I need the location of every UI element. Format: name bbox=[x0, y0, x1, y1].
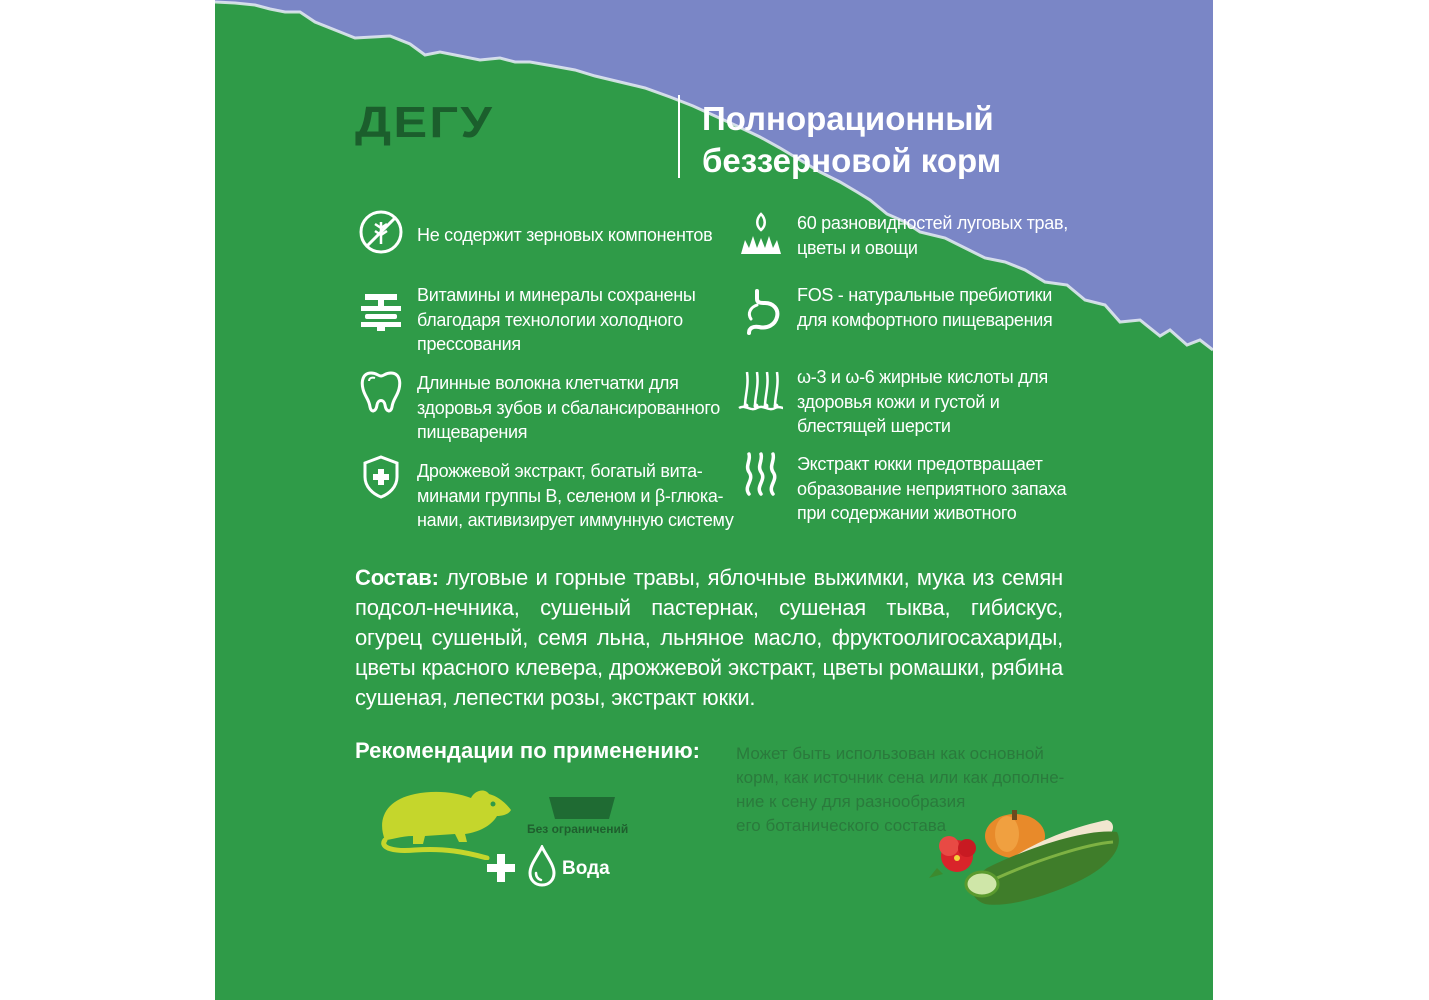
header-divider bbox=[678, 95, 680, 178]
feature-text-line: образование неприятного запаха bbox=[797, 478, 1067, 499]
composition-label: Состав: bbox=[355, 565, 439, 590]
feature-herbs bbox=[797, 211, 1068, 260]
brand-title: ДЕГУ bbox=[355, 98, 495, 147]
feature-fiber bbox=[417, 371, 720, 445]
composition-text bbox=[355, 563, 1063, 713]
feature-no-grain bbox=[417, 223, 712, 248]
feature-text-line: при содержании животного bbox=[797, 503, 1017, 523]
water-drop-icon bbox=[527, 845, 557, 887]
food-bowl-icon bbox=[547, 795, 617, 821]
usage-note-line: ние к сену для разнообразия bbox=[736, 792, 966, 811]
usage-note-line: корм, как источник сена или как дополне- bbox=[736, 768, 1065, 787]
headline-line-1: Полнорационный bbox=[702, 100, 994, 137]
feature-text-line: минами группы В, селеном и β-глюка- bbox=[417, 485, 724, 506]
immune-shield-icon bbox=[357, 453, 405, 501]
product-info-panel bbox=[215, 0, 1213, 1000]
feature-text-line: прессования bbox=[417, 334, 521, 354]
feature-omega bbox=[797, 365, 1048, 439]
odor-icon bbox=[737, 450, 785, 498]
cold-press-icon bbox=[357, 288, 405, 336]
no-grain-icon bbox=[357, 208, 405, 256]
feature-text-line: цветы и овощи bbox=[797, 237, 918, 258]
feature-text-line: 60 разновидностей луговых трав, bbox=[797, 213, 1068, 233]
feature-text-line: Длинные волокна клетчатки для bbox=[417, 373, 679, 393]
plus-icon bbox=[487, 854, 515, 882]
composition-body: луговые и горные травы, яблочные выжимки, мука из семян подсол-нечника, сушеный пастернак, сушеная тыква, гибискус, огурец сушеный, семя льна, льняное масло, фруктоолигосахариды, цветы красного клевера, дрожжевой экстракт, цветы ромашки, рябина сушеная, лепестки розы, экстракт юкки. bbox=[355, 565, 1063, 710]
hair-skin-icon bbox=[737, 366, 785, 414]
feature-text-line: благодаря технологии холодного bbox=[417, 309, 683, 330]
headline-line-2: беззерновой корм bbox=[702, 142, 1002, 179]
meadow-herbs-icon bbox=[737, 210, 785, 258]
feature-text-line: для комфортного пищеварения bbox=[797, 309, 1053, 330]
feature-text-line: нами, активизирует иммунную систему bbox=[417, 510, 734, 530]
feature-text-line: FOS - натуральные пребиотики bbox=[797, 285, 1052, 305]
feature-text-line: Дрожжевой экстракт, богатый вита- bbox=[417, 461, 703, 481]
usage-note-line: его ботанического состава bbox=[736, 816, 947, 835]
feature-text-line: Витамины и минералы сохранены bbox=[417, 285, 696, 305]
feature-text-line: пищеварения bbox=[417, 422, 528, 442]
tooth-icon bbox=[357, 367, 405, 415]
water-label: Вода bbox=[562, 858, 610, 879]
rodent-icon bbox=[375, 780, 515, 860]
stomach-icon bbox=[737, 287, 785, 335]
feature-yucca bbox=[797, 452, 1066, 526]
feature-text-line: блестящей шерсти bbox=[797, 416, 951, 436]
feature-text-line: здоровья кожи и густой и bbox=[797, 391, 1000, 412]
feature-cold-press bbox=[417, 283, 695, 357]
recommendations-title: Рекомендации по применению: bbox=[355, 738, 700, 763]
headline bbox=[702, 98, 1001, 182]
usage-note-line: Может быть использован как основной bbox=[736, 744, 1044, 763]
feature-text-line: Не содержит зерновых компонентов bbox=[417, 225, 713, 245]
feature-text-line: ω-3 и ω-6 жирные кислоты для bbox=[797, 367, 1048, 387]
vegetables-illustration bbox=[927, 808, 1127, 918]
feature-text-line: Экстракт юкки предотвращает bbox=[797, 454, 1043, 474]
feature-text-line: здоровья зубов и сбалансированного bbox=[417, 397, 720, 418]
feature-fos bbox=[797, 283, 1052, 332]
feature-yeast bbox=[417, 459, 734, 533]
bowl-label: Без ограничений bbox=[527, 822, 629, 836]
